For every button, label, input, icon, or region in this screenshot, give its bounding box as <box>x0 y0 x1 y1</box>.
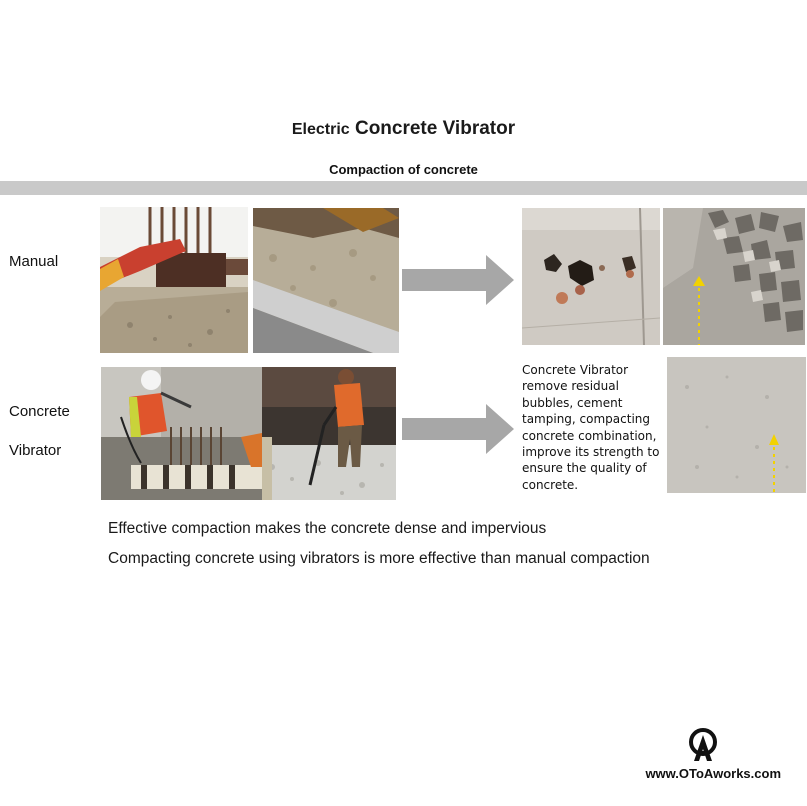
honeycomb-closeup-photo <box>663 208 805 345</box>
header-divider-band <box>0 181 807 195</box>
title-prefix: Electric <box>291 121 350 138</box>
note-line-1: Effective compaction makes the concrete dense and impervious <box>108 520 547 537</box>
page-subtitle: Compaction of concrete <box>329 162 478 177</box>
vibrator-label-line2: Vibrator <box>9 442 62 459</box>
vibrator-worker-photo-2 <box>262 367 396 500</box>
page-title <box>0 118 807 140</box>
smooth-concrete-photo <box>667 357 806 493</box>
honeycombed-concrete-photo <box>522 208 660 345</box>
manual-compaction-photo-1 <box>100 207 248 353</box>
manual-compaction-photo-2 <box>253 208 399 353</box>
manual-label: Manual <box>9 253 59 270</box>
arrow-right-icon <box>402 255 514 305</box>
website-url[interactable]: www.OToAworks.com <box>645 766 781 781</box>
arrow-right-icon <box>402 404 514 454</box>
vibrator-description: Concrete Vibrator remove residual bubbles, cement tamping, compacting concrete combination, improve its strength to ensure the quality of concrete. <box>522 363 660 492</box>
title-main: Concrete Vibrator <box>354 118 516 139</box>
otoa-logo-icon <box>686 727 720 763</box>
vibrator-label-line1: Concrete <box>9 403 70 420</box>
note-line-2: Compacting concrete using vibrators is more effective than manual compaction <box>108 550 650 567</box>
vibrator-worker-photo-1 <box>101 367 262 500</box>
